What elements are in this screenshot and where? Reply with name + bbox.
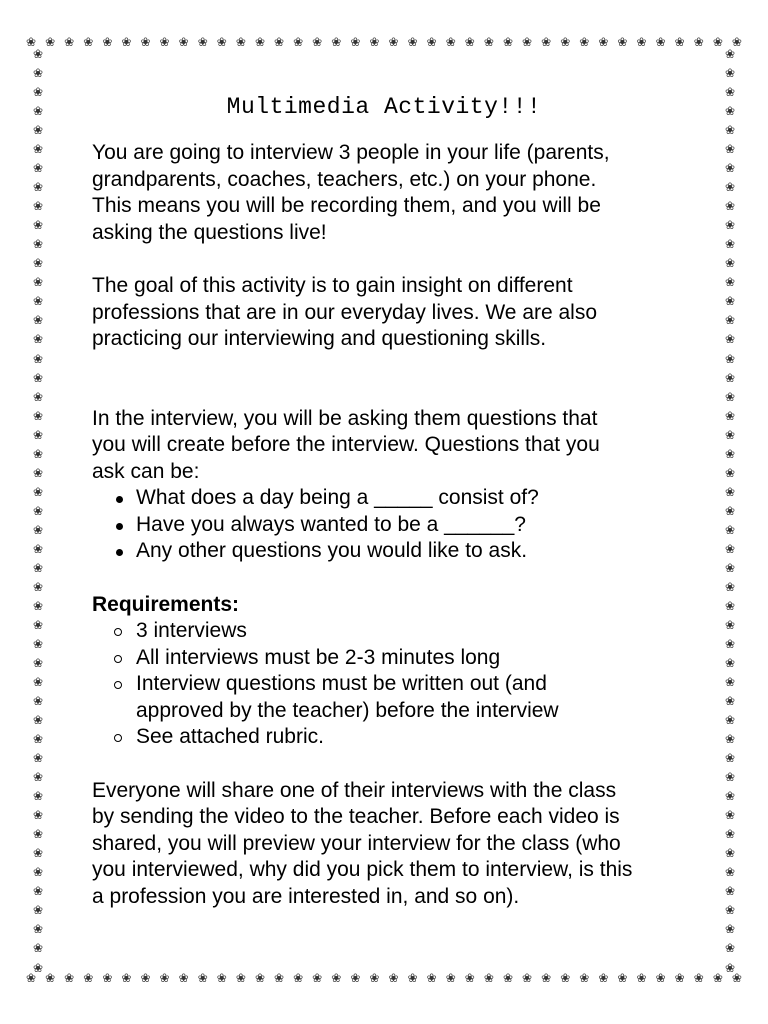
flower-icon: ❀	[32, 503, 44, 518]
flower-icon: ❀	[32, 579, 44, 594]
flower-icon: ❀	[674, 35, 685, 49]
share-line: by sending the video to the teacher. Before each video is	[92, 805, 620, 828]
flower-icon: ❀	[724, 123, 736, 138]
flower-icon: ❀	[712, 35, 723, 49]
flower-icon: ❀	[32, 617, 44, 632]
page-title: Multimedia Activity!!!	[226, 94, 542, 120]
flower-icon: ❀	[502, 971, 514, 985]
flower-icon: ❀	[32, 846, 44, 861]
flower-icon: ❀	[331, 971, 342, 985]
list-item-text: Interview questions must be written out (and	[136, 672, 547, 695]
flower-icon: ❀	[560, 971, 571, 985]
flower-icon: ❀	[32, 960, 44, 974]
flower-icon: ❀	[331, 35, 342, 49]
list-item: Any other questions you would like to ask.	[114, 538, 692, 565]
flower-icon: ❀	[522, 35, 533, 49]
flower-icon: ❀	[388, 35, 399, 49]
flower-icon: ❀	[102, 971, 113, 985]
document-body	[92, 90, 692, 910]
flower-icon: ❀	[724, 751, 736, 766]
flower-icon: ❀	[541, 35, 552, 49]
flower-icon: ❀	[32, 199, 44, 214]
flower-icon: ❀	[724, 636, 736, 651]
flower-icon: ❀	[216, 35, 227, 49]
flower-icon: ❀	[724, 218, 736, 233]
flower-icon: ❀	[617, 971, 628, 985]
flower-icon: ❀	[724, 389, 736, 404]
flower-icon: ❀	[32, 180, 44, 195]
flower-icon: ❀	[26, 971, 37, 985]
flower-icon: ❀	[724, 598, 736, 613]
flower-icon: ❀	[724, 846, 736, 861]
flower-icon: ❀	[724, 275, 736, 290]
flower-icon: ❀	[724, 541, 736, 556]
flower-icon: ❀	[724, 237, 736, 252]
flower-icon: ❀	[502, 35, 514, 49]
flower-icon: ❀	[724, 789, 736, 804]
flower-icon: ❀	[32, 427, 44, 442]
requirements-heading: Requirements:	[92, 592, 240, 616]
flower-icon: ❀	[724, 199, 736, 214]
flower-icon: ❀	[312, 971, 323, 985]
list-item: See attached rubric.	[112, 724, 692, 751]
flower-icon: ❀	[724, 85, 736, 100]
interview-line: In the interview, you will be asking them questions that	[92, 406, 598, 430]
intro-line: asking the questions live!	[92, 220, 327, 244]
flower-icon: ❀	[32, 808, 44, 823]
share-paragraph	[92, 778, 692, 911]
flower-icon: ❀	[724, 66, 736, 81]
flower-icon: ❀	[254, 971, 265, 985]
flower-icon: ❀	[254, 35, 265, 49]
flower-icon: ❀	[724, 903, 736, 918]
question-list	[92, 485, 692, 565]
flower-icon: ❀	[724, 104, 736, 119]
list-item: What does a day being a _____ consist of?	[114, 485, 692, 512]
flower-icon: ❀	[724, 617, 736, 632]
flower-icon: ❀	[45, 35, 56, 49]
flower-icon: ❀	[724, 656, 736, 670]
flower-icon: ❀	[32, 48, 44, 61]
decorative-border-top	[26, 30, 742, 54]
flower-icon: ❀	[426, 35, 437, 49]
flower-icon: ❀	[197, 35, 208, 49]
flower-icon: ❀	[274, 971, 285, 985]
flower-icon: ❀	[369, 971, 380, 985]
flower-icon: ❀	[724, 560, 736, 575]
flower-icon: ❀	[83, 35, 94, 49]
flower-icon: ❀	[32, 865, 44, 880]
flower-icon: ❀	[32, 256, 44, 271]
flower-icon: ❀	[32, 66, 44, 81]
flower-icon: ❀	[731, 971, 742, 985]
flower-icon: ❀	[724, 827, 736, 842]
flower-icon: ❀	[655, 971, 666, 985]
flower-icon: ❀	[350, 35, 361, 49]
flower-icon: ❀	[32, 161, 44, 176]
flower-icon: ❀	[32, 237, 44, 252]
flower-icon: ❀	[724, 960, 736, 974]
flower-icon: ❀	[64, 971, 75, 985]
flower-icon: ❀	[32, 332, 44, 347]
goal-line: practicing our interviewing and questioning skills.	[92, 327, 547, 350]
flower-icon: ❀	[674, 971, 685, 985]
flower-icon: ❀	[579, 35, 590, 49]
share-line: a profession you are interested in, and so on).	[92, 884, 520, 908]
flower-icon: ❀	[724, 808, 736, 823]
flower-icon: ❀	[724, 180, 736, 195]
flower-icon: ❀	[32, 104, 44, 119]
flower-icon: ❀	[121, 971, 132, 985]
flower-icon: ❀	[178, 35, 189, 49]
flower-icon: ❀	[159, 35, 170, 49]
list-item: All interviews must be 2-3 minutes long	[112, 645, 692, 672]
flower-icon: ❀	[235, 971, 246, 985]
flower-icon: ❀	[32, 922, 44, 937]
flower-icon: ❀	[293, 35, 304, 49]
list-item-continuation: approved by the teacher) before the interview	[136, 698, 559, 722]
requirements-list	[92, 618, 692, 751]
flower-icon: ❀	[32, 142, 44, 157]
flower-icon: ❀	[560, 35, 571, 49]
flower-icon: ❀	[712, 971, 723, 985]
flower-icon: ❀	[32, 732, 44, 747]
flower-icon: ❀	[724, 675, 736, 690]
flower-icon: ❀	[724, 884, 736, 899]
flower-icon: ❀	[32, 123, 44, 138]
interview-line: ask can be:	[92, 459, 200, 483]
flower-icon: ❀	[32, 770, 44, 785]
intro-line: This means you will be recording them, and you will be	[92, 194, 601, 217]
flower-icon: ❀	[693, 971, 704, 985]
intro-paragraph	[92, 140, 692, 246]
flower-icon: ❀	[388, 971, 399, 985]
flower-icon: ❀	[32, 351, 44, 366]
flower-icon: ❀	[312, 35, 323, 49]
flower-icon: ❀	[32, 389, 44, 404]
flower-icon: ❀	[32, 560, 44, 575]
flower-icon: ❀	[522, 971, 533, 985]
flower-icon: ❀	[724, 427, 736, 442]
list-item: Have you always wanted to be a ______?	[114, 512, 692, 539]
flower-icon: ❀	[32, 484, 44, 499]
flower-icon: ❀	[464, 35, 475, 49]
flower-icon: ❀	[724, 694, 736, 709]
flower-icon: ❀	[724, 256, 736, 271]
interview-paragraph	[92, 406, 692, 486]
flower-icon: ❀	[724, 313, 736, 328]
flower-icon: ❀	[445, 35, 456, 49]
flower-icon: ❀	[32, 522, 44, 537]
flower-icon: ❀	[724, 142, 736, 157]
flower-icon: ❀	[579, 971, 590, 985]
flower-icon: ❀	[445, 971, 456, 985]
share-line: Everyone will share one of their interviews with the class	[92, 778, 617, 802]
flower-icon: ❀	[102, 35, 113, 49]
list-item	[112, 671, 692, 724]
flower-icon: ❀	[32, 751, 44, 766]
flower-icon: ❀	[724, 446, 736, 461]
flower-icon: ❀	[32, 370, 44, 385]
flower-icon: ❀	[724, 770, 736, 785]
flower-icon: ❀	[140, 971, 151, 985]
flower-icon: ❀	[32, 218, 44, 233]
intro-line: You are going to interview 3 people in your life (parents,	[92, 141, 610, 164]
flower-icon: ❀	[32, 541, 44, 556]
flower-icon: ❀	[369, 35, 380, 49]
goal-line: The goal of this activity is to gain insight on different	[92, 274, 573, 297]
flower-icon: ❀	[724, 522, 736, 537]
flower-icon: ❀	[724, 922, 736, 937]
flower-icon: ❀	[655, 35, 666, 49]
flower-icon: ❀	[464, 971, 475, 985]
flower-icon: ❀	[617, 35, 628, 49]
flower-icon: ❀	[32, 465, 44, 480]
flower-icon: ❀	[274, 35, 285, 49]
flower-icon: ❀	[83, 971, 94, 985]
flower-icon: ❀	[32, 675, 44, 690]
flower-icon: ❀	[64, 35, 75, 49]
flower-icon: ❀	[724, 941, 736, 956]
flower-icon: ❀	[731, 35, 742, 49]
flower-icon: ❀	[598, 971, 609, 985]
decorative-border-bottom	[26, 966, 742, 990]
flower-icon: ❀	[26, 35, 37, 49]
goal-line: professions that are in our everyday lives. We are also	[92, 300, 598, 324]
flower-icon: ❀	[724, 732, 736, 747]
flower-icon: ❀	[32, 275, 44, 290]
flower-icon: ❀	[724, 332, 736, 347]
flower-icon: ❀	[32, 294, 44, 309]
flower-icon: ❀	[32, 884, 44, 899]
flower-icon: ❀	[724, 48, 736, 61]
list-item: 3 interviews	[112, 618, 692, 645]
flower-icon: ❀	[216, 971, 227, 985]
flower-icon: ❀	[636, 35, 647, 49]
share-line: you interviewed, why did you pick them to interview, is this	[92, 858, 633, 881]
flower-icon: ❀	[407, 971, 418, 985]
interview-line: you will create before the interview. Questions that you	[92, 433, 600, 456]
flower-icon: ❀	[636, 971, 647, 985]
flower-icon: ❀	[32, 598, 44, 613]
flower-icon: ❀	[724, 351, 736, 366]
flower-icon: ❀	[235, 35, 246, 49]
intro-line: grandparents, coaches, teachers, etc.) on your phone.	[92, 167, 597, 191]
flower-icon: ❀	[140, 35, 151, 49]
flower-icon: ❀	[598, 35, 609, 49]
flower-icon: ❀	[541, 971, 552, 985]
flower-icon: ❀	[407, 35, 418, 49]
flower-icon: ❀	[724, 865, 736, 880]
flower-icon: ❀	[724, 370, 736, 385]
flower-icon: ❀	[32, 941, 44, 956]
flower-icon: ❀	[32, 85, 44, 100]
flower-icon: ❀	[724, 713, 736, 728]
share-line: shared, you will preview your interview for the class (who	[92, 831, 621, 855]
flower-icon: ❀	[32, 313, 44, 328]
flower-icon: ❀	[724, 294, 736, 309]
flower-icon: ❀	[724, 484, 736, 499]
goal-paragraph	[92, 273, 692, 353]
flower-icon: ❀	[32, 408, 44, 423]
flower-icon: ❀	[724, 579, 736, 594]
flower-icon: ❀	[178, 971, 189, 985]
flower-icon: ❀	[32, 713, 44, 728]
flower-icon: ❀	[45, 971, 56, 985]
flower-icon: ❀	[197, 971, 208, 985]
flower-icon: ❀	[483, 35, 494, 49]
flower-icon: ❀	[350, 971, 361, 985]
flower-icon: ❀	[724, 161, 736, 176]
flower-icon: ❀	[121, 35, 132, 49]
flower-icon: ❀	[693, 35, 704, 49]
flower-icon: ❀	[724, 503, 736, 518]
flower-icon: ❀	[32, 827, 44, 842]
flower-icon: ❀	[293, 971, 304, 985]
flower-icon: ❀	[32, 446, 44, 461]
flower-icon: ❀	[483, 971, 494, 985]
flower-icon: ❀	[32, 903, 44, 918]
decorative-border-left	[26, 48, 50, 974]
flower-icon: ❀	[32, 656, 44, 670]
flower-icon: ❀	[32, 636, 44, 651]
flower-icon: ❀	[724, 465, 736, 480]
flower-icon: ❀	[32, 694, 44, 709]
flower-icon: ❀	[724, 408, 736, 423]
flower-icon: ❀	[32, 789, 44, 804]
flower-icon: ❀	[426, 971, 437, 985]
flower-icon: ❀	[159, 971, 170, 985]
decorative-border-right	[718, 48, 742, 974]
